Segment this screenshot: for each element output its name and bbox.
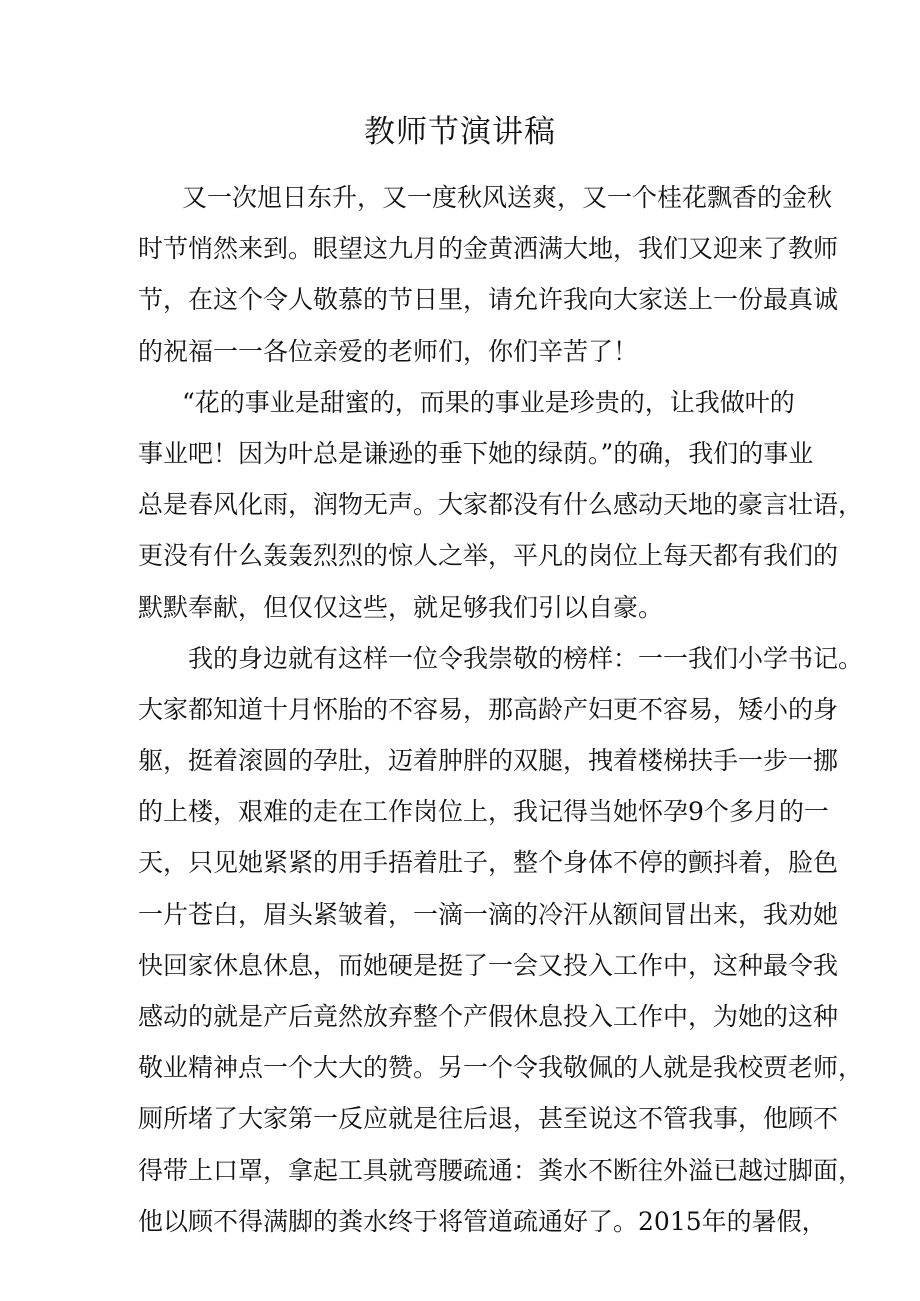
text-line: 大家都知道十月怀胎的不容易，那高龄产妇更不容易，矮小的身 bbox=[138, 694, 839, 724]
text-line: 默默奉献，但仅仅这些，就足够我们引以自豪。 bbox=[138, 592, 664, 622]
text-line: 的上楼，艰难的走在工作岗位上，我记得当她怀孕9个多月的一 bbox=[138, 797, 829, 827]
text-line: 又一次旭日东升，又一度秋风送爽，又一个桂花飘香的金秋 bbox=[182, 183, 833, 212]
document-title: 教师节演讲稿 bbox=[364, 114, 556, 150]
text-line: 的祝福一一各位亲爱的老师们，你们辛苦了！ bbox=[138, 336, 639, 366]
text-line: 躯，挺着滚圆的孕肚，迈着肿胖的双腿，拽着楼梯扶手一步一挪 bbox=[138, 746, 839, 776]
text-line: 得带上口罩，拿起工具就弯腰疏通：粪水不断往外溢已越过脚面， bbox=[138, 1155, 864, 1185]
text-line: 感动的就是产后竟然放弃整个产假休息投入工作中，为她的这种 bbox=[138, 1002, 839, 1031]
text-line: 事业吧！因为叶总是谦逊的垂下她的绿荫。”的确，我们的事业 bbox=[138, 438, 814, 468]
text-line: 更没有什么轰轰烈烈的惊人之举，平凡的岗位上每天都有我们的 bbox=[138, 541, 839, 571]
text-line: 总是春风化雨，润物无声。大家都没有什么感动天地的豪言壮语， bbox=[138, 490, 864, 520]
document-body bbox=[138, 172, 864, 1247]
text-line: “花的事业是甜蜜的，而果的事业是珍贵的，让我做叶的 bbox=[182, 387, 795, 417]
text-line: 一片苍白，眉头紧皱着，一滴一滴的冷汗从额间冒出来，我劝她 bbox=[138, 899, 839, 929]
text-line: 天，只见她紧紧的用手捂着肚子，整个身体不停的颤抖着，脸色 bbox=[138, 848, 839, 878]
text-line: 快回家休息休息，而她硬是挺了一会又投入工作中，这种最令我 bbox=[138, 950, 839, 980]
text-line: 节，在这个令人敬慕的节日里，请允许我向大家送上一份最真诚 bbox=[138, 285, 839, 315]
text-line: 时节悄然来到。眼望这九月的金黄洒满大地，我们又迎来了教师 bbox=[138, 234, 839, 264]
text-line: 厕所堵了大家第一反应就是往后退，甚至说这不管我事，他顾不 bbox=[138, 1104, 839, 1134]
text-line: 敬业精神点一个大大的赞。另一个令我敬佩的人就是我校贾老师， bbox=[138, 1053, 864, 1083]
text-line: 他以顾不得满脚的粪水终于将管道疏通好了。2015年的暑假， bbox=[138, 1206, 827, 1236]
text-line: 我的身边就有这样一位令我崇敬的榜样：一一我们小学书记。 bbox=[188, 643, 864, 673]
